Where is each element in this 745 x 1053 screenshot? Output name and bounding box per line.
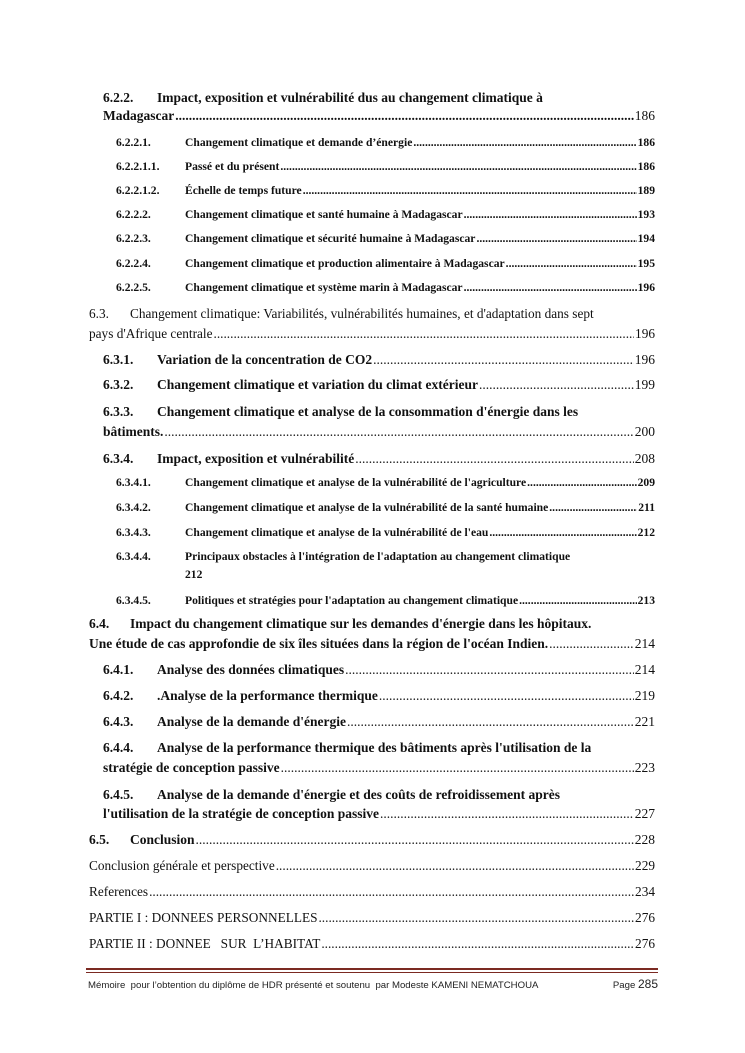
toc-page: 186 (637, 160, 655, 173)
toc-entry-6-4-2[interactable] (103, 688, 655, 704)
toc-page: 234 (635, 884, 655, 899)
leader-dots (149, 884, 634, 900)
toc-page: 186 (637, 136, 655, 149)
footer-rule-thin (86, 972, 658, 973)
toc-entry-6-2-2-line2[interactable] (103, 108, 655, 124)
toc-title: Changement climatique et demande d’énergie (185, 136, 413, 149)
toc-page: 196 (634, 352, 655, 367)
toc-number: 6.4.4. (103, 740, 134, 755)
toc-entry-references[interactable] (89, 884, 655, 900)
footer-page (613, 977, 658, 991)
toc-entry-partie-1[interactable] (89, 910, 655, 926)
toc-entry-6-3-4[interactable] (103, 451, 655, 467)
toc-entry-6-4-line2[interactable] (89, 636, 655, 652)
toc-entry-6-4-4-line1[interactable] (103, 740, 655, 756)
leader-dots (379, 688, 634, 704)
toc-title: Changement climatique et variation du climat extérieur (157, 377, 478, 392)
toc-page: 200 (634, 424, 655, 439)
leader-dots (164, 424, 633, 440)
leader-dots (321, 936, 634, 952)
toc-entry-6-4-5-line1[interactable] (103, 787, 655, 803)
toc-entry-6-2-2-1[interactable] (116, 136, 655, 149)
toc-title: Changement climatique et analyse de la vulnérabilité de l'agriculture (185, 476, 527, 489)
toc-title: Variation de la concentration de CO2 (157, 352, 373, 367)
leader-dots (196, 832, 634, 848)
toc-entry-6-2-2-line1[interactable] (103, 90, 655, 106)
leader-dots (506, 257, 637, 270)
toc-page: 212 (637, 526, 655, 539)
toc-title: Changement climatique et sécurité humaine à Madagascar (185, 232, 476, 245)
leader-dots (527, 476, 636, 489)
toc-title-cont: Une étude de cas approfondie de six îles situées dans la région de l'océan Indien. (89, 636, 549, 651)
toc-page: 199 (634, 377, 655, 392)
toc-number: 6.4.2. (103, 688, 134, 703)
toc-page: 196 (637, 281, 655, 294)
toc-page: 219 (634, 688, 655, 703)
leader-dots (355, 451, 634, 467)
toc-entry-conclusion-generale[interactable] (89, 858, 655, 874)
toc-title-cont: Madagascar (103, 108, 175, 123)
toc-number: 6.5. (89, 832, 110, 847)
leader-dots (464, 208, 637, 221)
toc-number: 6.2.2.5. (116, 281, 151, 294)
toc-page: 214 (634, 636, 655, 651)
leader-dots (549, 636, 634, 652)
toc-number: 6.3.4. (103, 451, 134, 466)
toc-number: 6.3.4.5. (116, 594, 151, 607)
toc-entry-6-4-5-line2[interactable] (103, 806, 655, 822)
toc-entry-6-4-3[interactable] (103, 714, 655, 730)
toc-title: Changement climatique et système marin à Madagascar (185, 281, 463, 294)
footer-rule-thick (86, 968, 658, 970)
toc-title: Changement climatique et santé humaine à Madagascar (185, 208, 463, 221)
toc-entry-6-2-2-3[interactable] (116, 232, 655, 245)
toc-number: 6.3. (89, 306, 109, 321)
toc-page: 193 (637, 208, 655, 221)
toc-number: 6.4.5. (103, 787, 134, 802)
toc-entry-6-2-2-1-1[interactable] (116, 160, 655, 173)
toc-title: Échelle de temps future (185, 184, 302, 197)
toc-title: Changement climatique et analyse de la consommation d'énergie dans les (157, 404, 579, 419)
toc-number: 6.3.1. (103, 352, 134, 367)
leader-dots (281, 760, 634, 776)
toc-page: 221 (634, 714, 655, 729)
footer-page-number: 285 (637, 977, 658, 991)
toc-title: Principaux obstacles à l'intégration de l'adaptation au changement climatique (185, 550, 571, 563)
toc-number: 6.3.2. (103, 377, 134, 392)
toc-entry-6-3-4-4-line1[interactable] (116, 550, 655, 563)
toc-page: 189 (637, 184, 655, 197)
toc-entry-6-3-4-5[interactable] (116, 594, 655, 607)
toc-entry-6-3-4-1[interactable] (116, 476, 655, 489)
toc-entry-6-3-line1[interactable] (89, 306, 655, 322)
toc-page: 214 (634, 662, 655, 677)
toc-page: 212 (185, 568, 203, 581)
leader-dots (345, 662, 634, 678)
toc-title: Changement climatique et analyse de la vulnérabilité de la santé humaine (185, 501, 549, 514)
toc-number: 6.2.2.1. (116, 136, 151, 149)
toc-title-cont: pays d'Afrique centrale (89, 326, 213, 341)
leader-dots (347, 714, 634, 730)
toc-entry-6-4-line1[interactable] (89, 616, 655, 632)
toc-entry-6-3-line2[interactable] (89, 326, 655, 342)
toc-page: 223 (634, 760, 655, 775)
toc-title: Politiques et stratégies pour l'adaptation au changement climatique (185, 594, 519, 607)
toc-title: Changement climatique et analyse de la vulnérabilité de l'eau (185, 526, 489, 539)
toc-title-cont: bâtiments. (103, 424, 164, 439)
leader-dots (214, 326, 635, 342)
toc-title: Conclusion (130, 832, 195, 847)
toc-title-cont: stratégie de conception passive (103, 760, 280, 775)
leader-dots (413, 136, 636, 149)
toc-number: 6.2.2.1.1. (116, 160, 160, 173)
toc-number: 6.3.4.1. (116, 476, 151, 489)
leader-dots (318, 910, 634, 926)
toc-title: Changement climatique: Variabilités, vulnérabilités humaines, et d'adaptation dans sept (130, 306, 594, 321)
toc-title: Passé et du présent (185, 160, 280, 173)
toc-entry-6-3-2[interactable] (103, 377, 655, 393)
toc-number: 6.3.3. (103, 404, 134, 419)
toc-number: 6.2.2.4. (116, 257, 151, 270)
toc-title: References (89, 884, 149, 899)
toc-title: Conclusion générale et perspective (89, 858, 275, 873)
leader-dots (476, 232, 636, 245)
toc-page: 213 (637, 594, 655, 607)
leader-dots (549, 501, 637, 514)
toc-entry-6-3-1[interactable] (103, 352, 655, 368)
toc-number: 6.4.1. (103, 662, 134, 677)
toc-number: 6.3.4.4. (116, 550, 151, 563)
footer-page-label: Page (612, 980, 636, 991)
toc-title: PARTIE II : DONNEE SUR L’HABITAT (89, 936, 321, 951)
page-footer (88, 977, 658, 991)
toc-title: Analyse de la demande d'énergie et des coûts de refroidissement après (157, 787, 560, 802)
toc-title-cont: l'utilisation de la stratégie de conception passive (103, 806, 379, 821)
toc-page: 186 (634, 108, 655, 123)
leader-dots (489, 526, 636, 539)
toc-page: 229 (635, 858, 655, 873)
toc-page: 208 (634, 451, 655, 466)
leader-dots (479, 377, 634, 393)
toc-entry-6-3-4-3[interactable] (116, 526, 655, 539)
toc-entry-6-3-4-4-line2[interactable] (185, 568, 655, 581)
toc-title: Impact, exposition et vulnérabilité dus au changement climatique à (157, 90, 543, 105)
toc-number: 6.3.4.2. (116, 501, 151, 514)
toc-entry-partie-2[interactable] (89, 936, 655, 952)
toc-number: 6.4.3. (103, 714, 134, 729)
toc-page: 276 (635, 910, 655, 925)
toc-page: 209 (637, 476, 655, 489)
toc-entry-6-2-2-5[interactable] (116, 281, 655, 294)
leader-dots (175, 108, 634, 124)
leader-dots (373, 352, 634, 368)
toc-title: Changement climatique et production alimentaire à Madagascar (185, 257, 505, 270)
leader-dots (280, 160, 636, 173)
toc-page: 211 (638, 501, 655, 514)
toc-title: Analyse de la demande d'énergie (157, 714, 346, 729)
toc-entry-6-3-4-2[interactable] (116, 501, 655, 514)
toc-number: 6.4. (89, 616, 110, 631)
toc-page: 227 (634, 806, 655, 821)
toc-entry-6-3-3-line1[interactable] (103, 404, 655, 420)
toc-number: 6.2.2. (103, 90, 134, 105)
toc-page: 228 (634, 832, 655, 847)
toc-page: 276 (635, 936, 655, 951)
leader-dots (303, 184, 637, 197)
leader-dots (464, 281, 637, 294)
toc-title: Analyse de la performance thermique des bâtiments après l'utilisation de la (157, 740, 592, 755)
toc-entry-6-2-2-1-2[interactable] (116, 184, 655, 197)
toc-number: 6.3.4.3. (116, 526, 151, 539)
toc-number: 6.2.2.1.2. (116, 184, 160, 197)
leader-dots (519, 594, 637, 607)
toc-entry-6-2-2-2[interactable] (116, 208, 655, 221)
toc-number: 6.2.2.3. (116, 232, 151, 245)
footer-text: Mémoire pour l’obtention du diplôme de HDR présenté et soutenu par Modeste KAMENI NEMATCHOUA (88, 980, 539, 991)
toc-title: Impact du changement climatique sur les demandes d'énergie dans les hôpitaux. (130, 616, 592, 631)
leader-dots (380, 806, 634, 822)
toc-entry-6-4-4-line2[interactable] (103, 760, 655, 776)
toc-title: Impact, exposition et vulnérabilité (157, 451, 355, 466)
toc-entry-6-2-2-4[interactable] (116, 257, 655, 270)
toc-title: PARTIE I : DONNEES PERSONNELLES (89, 910, 318, 925)
toc-title: .Analyse de la performance thermique (157, 688, 378, 703)
toc-entry-6-3-3-line2[interactable] (103, 424, 655, 440)
toc-number: 6.2.2.2. (116, 208, 151, 221)
toc-entry-6-5[interactable] (89, 832, 655, 848)
toc-entry-6-4-1[interactable] (103, 662, 655, 678)
toc-title: Analyse des données climatiques (157, 662, 345, 677)
toc-page: 194 (637, 232, 655, 245)
toc-page: 195 (637, 257, 655, 270)
leader-dots (276, 858, 634, 874)
toc-page: 196 (635, 326, 655, 341)
